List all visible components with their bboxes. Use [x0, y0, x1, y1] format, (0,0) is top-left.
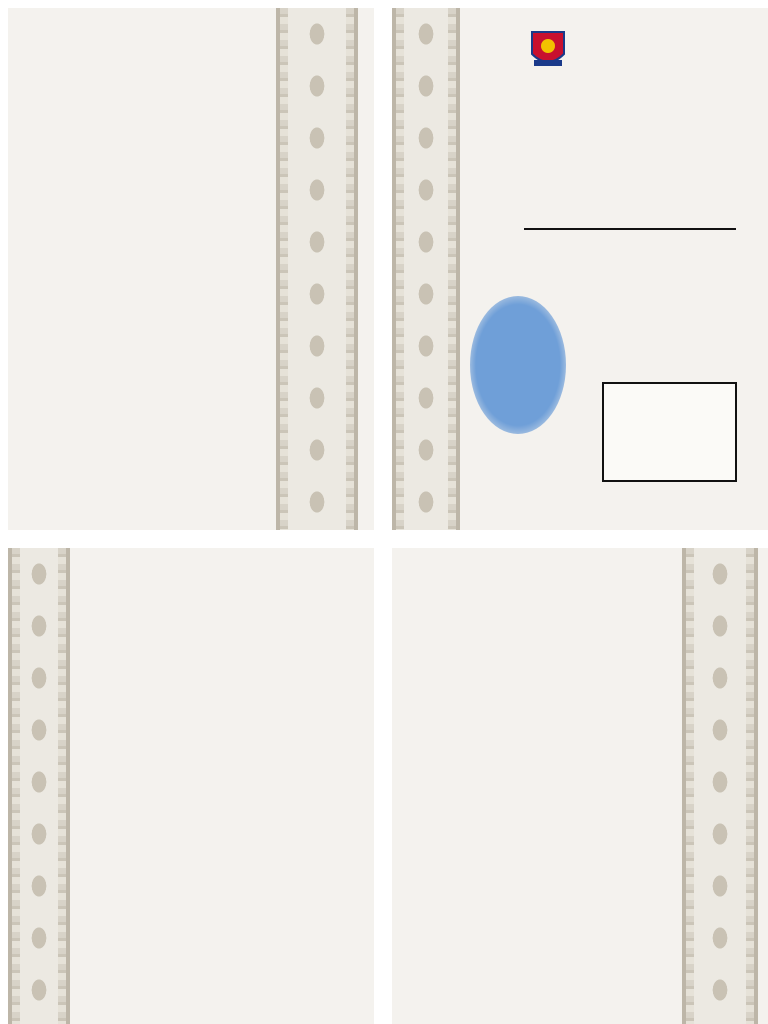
- committee-panel: [8, 548, 374, 1024]
- program-panel: [8, 8, 374, 530]
- cover-panel: [392, 8, 768, 530]
- biodata-body: [422, 606, 712, 616]
- divider: [524, 228, 736, 230]
- school-logo: [528, 26, 678, 72]
- event-details-box: [602, 382, 737, 482]
- biodata-panel: [392, 548, 768, 1024]
- ornament-stripe: [392, 8, 460, 530]
- honoree-photo: [470, 296, 566, 434]
- ornament-stripe: [276, 8, 358, 530]
- school-crest-icon: [528, 26, 678, 72]
- ornament-stripe: [682, 548, 758, 1024]
